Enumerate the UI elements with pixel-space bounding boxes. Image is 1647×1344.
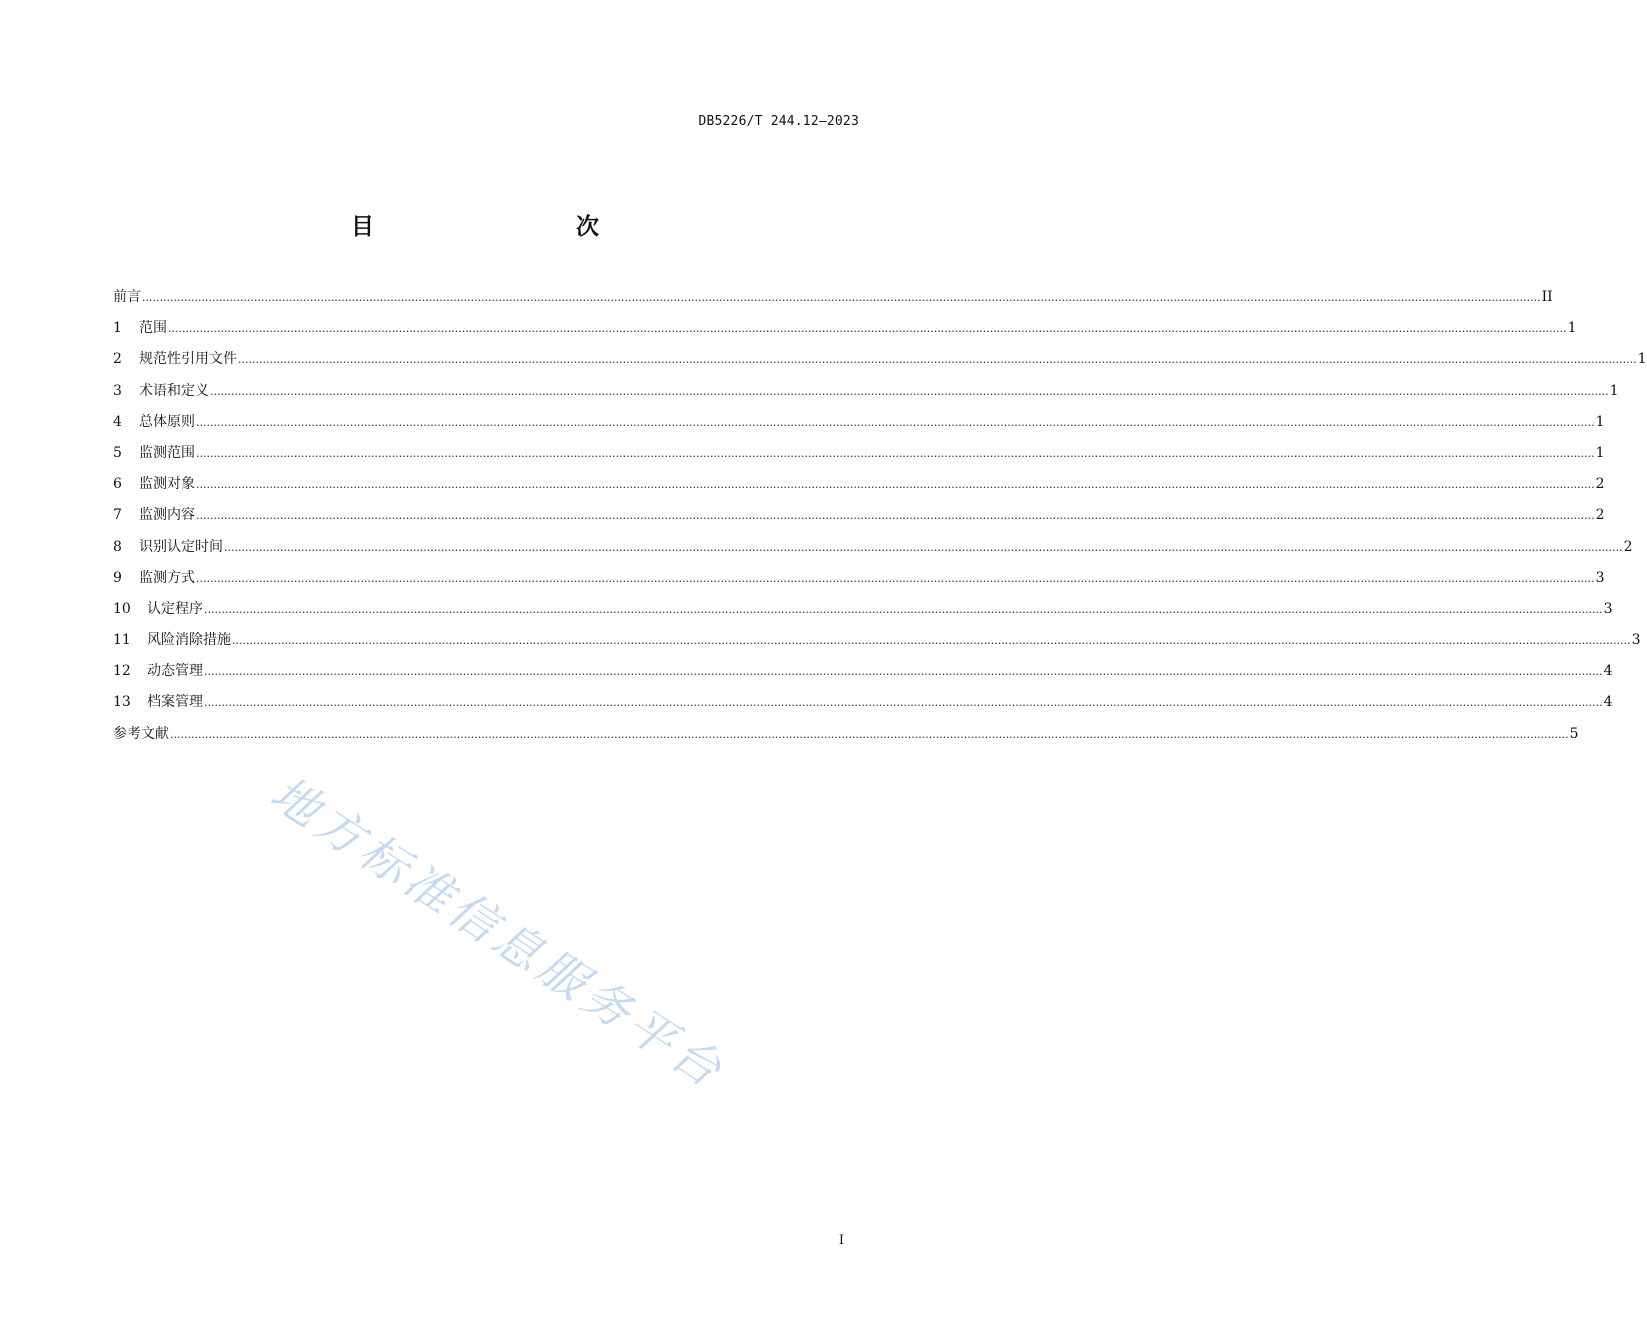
toc-entry[interactable] [113, 566, 1605, 597]
toc-leader-dots: ................................................................................................................................................................................................................................................................................................................................................................................................................ [224, 540, 1623, 554]
toc-leader-dots: ................................................................................................................................................................................................................................................................................................................................................................................................................ [170, 727, 1569, 741]
page-number: I [838, 1233, 844, 1248]
toc-entry-page: II [1541, 289, 1553, 305]
toc-entry-label: 参考文献 [113, 725, 169, 742]
toc-entry-label: 范围 [139, 320, 167, 337]
toc-entry[interactable] [113, 503, 1605, 534]
toc-entry[interactable] [113, 535, 1633, 566]
toc-entry-label: 风险消除措施 [147, 632, 231, 649]
toc-entry-page: 4 [1603, 663, 1613, 680]
toc-entry-number: 6 [113, 476, 122, 493]
toc-entry-page: 4 [1603, 694, 1613, 711]
toc-entry-label: 监测方式 [139, 569, 195, 586]
toc-entry-number: 10 [113, 600, 131, 617]
toc-leader-dots: ................................................................................................................................................................................................................................................................................................................................................................................................................ [204, 602, 1603, 616]
toc-entry[interactable] [113, 472, 1605, 503]
document-code: DB5226/T 244.12—2023 [698, 114, 859, 129]
toc-entry-label: 术语和定义 [139, 382, 209, 399]
toc-leader-dots: ................................................................................................................................................................................................................................................................................................................................................................................................................ [196, 509, 1595, 523]
toc-entry-label: 档案管理 [147, 694, 203, 711]
toc-entry-number: 12 [113, 663, 131, 680]
toc-entry[interactable] [113, 722, 1579, 753]
toc-entry-number: 2 [113, 351, 122, 368]
toc-entry[interactable] [113, 410, 1605, 441]
toc-entry[interactable] [113, 285, 1553, 316]
toc-entry-label: 规范性引用文件 [139, 351, 237, 368]
toc-entry-label: 认定程序 [147, 600, 203, 617]
toc-leader-dots: ................................................................................................................................................................................................................................................................................................................................................................................................................ [168, 322, 1567, 336]
toc-entry-page: 3 [1595, 569, 1605, 586]
toc-leader-dots: ................................................................................................................................................................................................................................................................................................................................................................................................................ [232, 634, 1631, 648]
toc-entry-page: 1 [1637, 351, 1647, 368]
toc-entry-number: 1 [113, 320, 122, 337]
toc-entry-page: 2 [1595, 476, 1605, 493]
toc-entry[interactable] [113, 379, 1619, 410]
toc-entry[interactable] [113, 690, 1613, 721]
toc-leader-dots: ................................................................................................................................................................................................................................................................................................................................................................................................................ [210, 384, 1609, 398]
toc-entry-label: 前言 [113, 289, 141, 305]
toc-entry-page: 3 [1631, 632, 1641, 649]
toc-leader-dots: ................................................................................................................................................................................................................................................................................................................................................................................................................ [204, 696, 1603, 710]
toc-entry[interactable] [113, 316, 1577, 347]
toc-entry-number: 11 [113, 632, 131, 649]
page-title: 目 次 [351, 214, 651, 240]
toc-entry-number: 9 [113, 569, 122, 586]
toc-entry-label: 识别认定时间 [139, 538, 223, 555]
toc-leader-dots: ................................................................................................................................................................................................................................................................................................................................................................................................................ [238, 353, 1637, 367]
toc-leader-dots: ................................................................................................................................................................................................................................................................................................................................................................................................................ [142, 291, 1541, 304]
toc-entry-page: 5 [1569, 725, 1579, 742]
toc-entry[interactable] [113, 628, 1641, 659]
toc-entry-number: 8 [113, 538, 122, 555]
toc-entry-page: 3 [1603, 600, 1613, 617]
toc-leader-dots: ................................................................................................................................................................................................................................................................................................................................................................................................................ [196, 446, 1595, 460]
toc-entry-label: 总体原则 [139, 413, 195, 430]
table-of-contents [113, 285, 1647, 753]
toc-entry-number: 3 [113, 382, 122, 399]
toc-entry[interactable] [113, 659, 1613, 690]
toc-entry-number: 4 [113, 413, 122, 430]
toc-leader-dots: ................................................................................................................................................................................................................................................................................................................................................................................................................ [204, 665, 1603, 679]
toc-entry-page: 2 [1623, 538, 1633, 555]
toc-entry-page: 1 [1595, 444, 1605, 461]
toc-entry-page: 1 [1609, 382, 1619, 399]
toc-leader-dots: ................................................................................................................................................................................................................................................................................................................................................................................................................ [196, 415, 1595, 429]
toc-entry-label: 监测范围 [139, 444, 195, 461]
toc-entry[interactable] [113, 347, 1647, 378]
toc-entry-label: 动态管理 [147, 663, 203, 680]
watermark: 地方标准信息服务平台 [260, 765, 736, 1101]
toc-entry-label: 监测内容 [139, 507, 195, 524]
toc-entry-page: 1 [1595, 413, 1605, 430]
toc-entry-number: 7 [113, 507, 122, 524]
toc-entry[interactable] [113, 597, 1613, 628]
toc-entry-page: 1 [1567, 320, 1577, 337]
toc-entry-label: 监测对象 [139, 476, 195, 493]
toc-leader-dots: ................................................................................................................................................................................................................................................................................................................................................................................................................ [196, 571, 1595, 585]
toc-entry-number: 13 [113, 694, 131, 711]
toc-entry-number: 5 [113, 444, 122, 461]
toc-entry-page: 2 [1595, 507, 1605, 524]
toc-entry[interactable] [113, 441, 1605, 472]
toc-leader-dots: ................................................................................................................................................................................................................................................................................................................................................................................................................ [196, 478, 1595, 492]
